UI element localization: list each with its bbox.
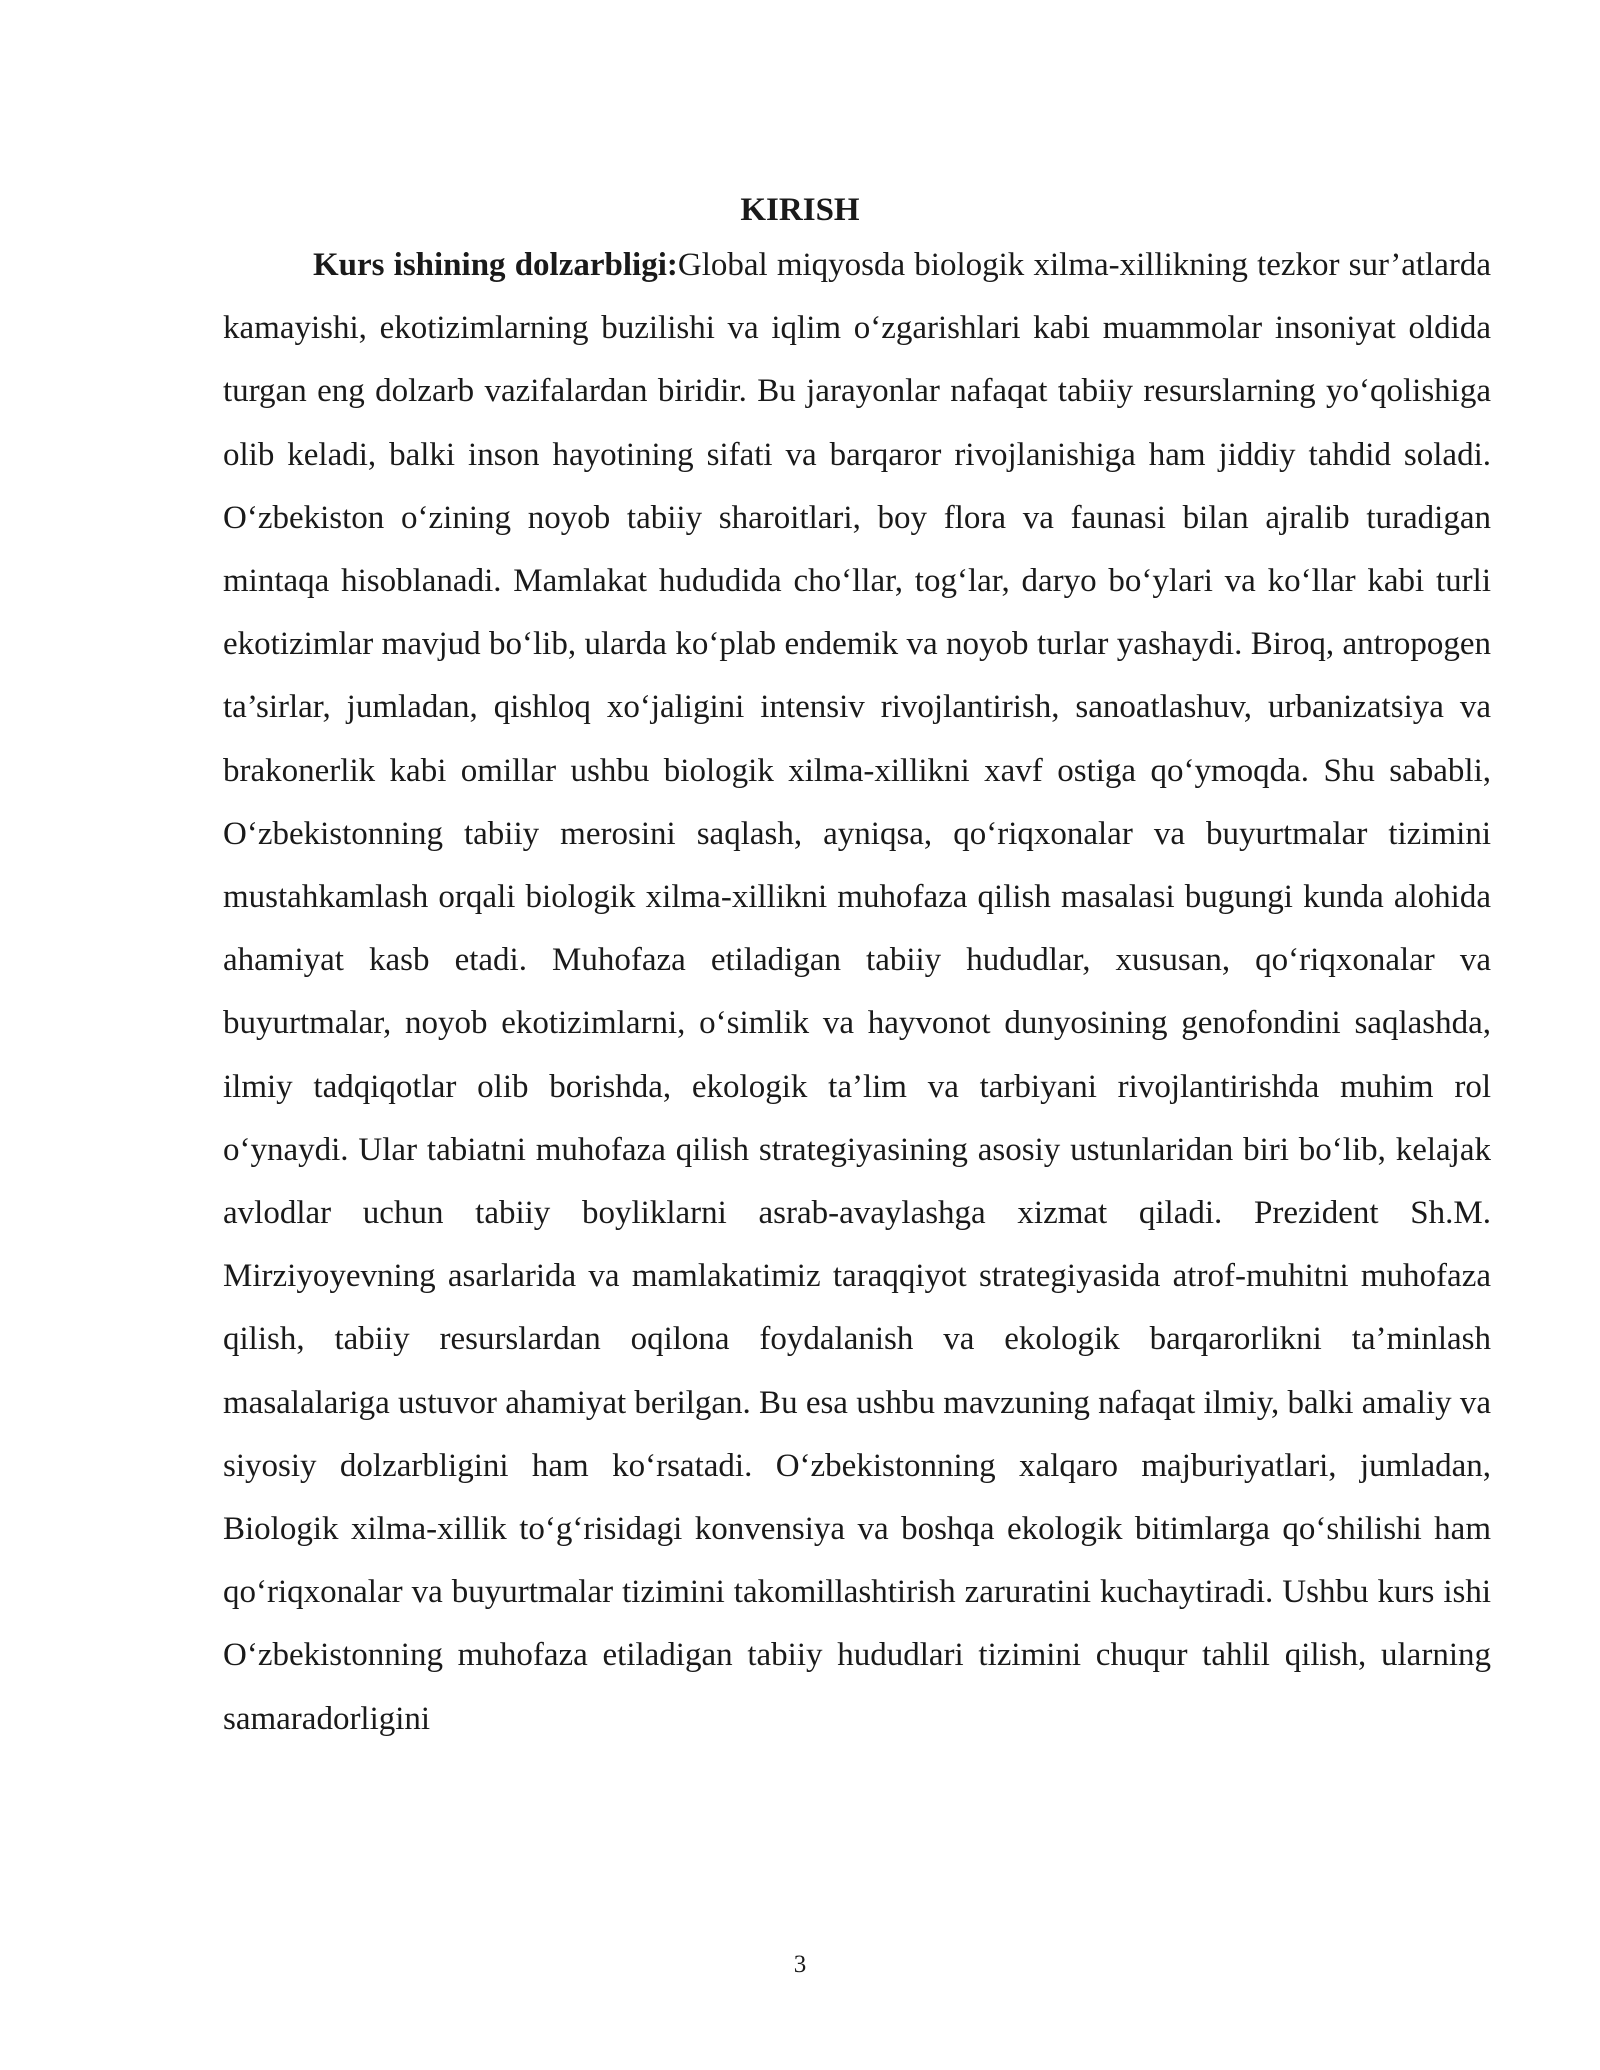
paragraph-lead: Kurs ishining dolzarbligi: [313, 247, 678, 283]
page-number: 3 [793, 1951, 807, 1978]
section-heading: KIRISH [740, 192, 860, 228]
paragraph-text: Global miqyosda biologik xilma-xillikning tezkor sur’atlarda kamayishi, ekotizimlarning buzilishi va iqlim o‘zgarishlari kabi muammolar insoniyat oldida turgan eng dolzarb vazifalardan biridir. Bu jarayonlar nafaqat tabiiy resurslarning yo‘qolishiga olib keladi, balki inson hayotining sifati va barqaror rivojlanishiga ham jiddiy tahdid soladi. O‘zbekiston o‘zining noyob tabiiy sharoitlari, boy flora va faunasi bilan ajralib turadigan mintaqa hisoblanadi. Mamlakat hududida cho‘llar, tog‘lar, daryo bo‘ylari va ko‘llar kabi turli ekotizimlar mavjud bo‘lib, ularda ko‘plab endemik va noyob turlar yashaydi. Biroq, antropogen ta’sirlar, jumladan, qishloq xo‘jaligini intensiv rivojlantirish, sanoatlashuv, urbanizatsiya va brakonerlik kabi omillar ushbu biologik xilma-xillikni xavf ostiga qo‘ymoqda. Shu sababli, O‘zbekistonning tabiiy merosini saqlash, ayniqsa, qo‘riqxonalar va buyurtmalar tizimini mustahkamlash orqali biologik xilma-xillikni muhofaza qilish masalasi bugungi kunda alohida ahamiyat kasb etadi. Muhofaza etiladigan tabiiy hududlar, xususan, qo‘riqxonalar va buyurtmalar, noyob ekotizimlarni, o‘simlik va hayvonot dunyosining genofondini saqlashda, ilmiy tadqiqotlar olib borishda, ekologik ta’lim va tarbiyani rivojlantirishda muhim rol o‘ynaydi. Ular tabiatni muhofaza qilish strategiyasining asosiy ustunlaridan biri bo‘lib, kelajak avlodlar uchun tabiiy boyliklarni asrab-avaylashga xizmat qiladi. Prezident Sh.M. Mirziyoyevning asarlarida va mamlakatimiz taraqqiyot strategiyasida atrof-muhitni muhofaza qilish, tabiiy resurslardan oqilona foydalanish va ekologik barqarorlikni ta’minlash masalalariga ustuvor ahamiyat berilgan. Bu esa ushbu mavzuning nafaqat ilmiy, balki amaliy va siyosiy dolzarbligini ham ko‘rsatadi. O‘zbekistonning xalqaro majburiyatlari, jumladan, Biologik xilma-xillik to‘g‘risidagi konvensiya va boshqa ekologik bitimlarga qo‘shilishi ham qo‘riqxonalar va buyurtmalar tizimini takomillashtirish zaruratini kuchaytiradi. Ushbu kurs ishi O‘zbekistonning muhofaza etiladigan tabiiy hududlari tizimini chuqur tahlil qilish, ularning samaradorligini [223, 247, 1491, 1737]
body-paragraph [223, 234, 1491, 1751]
